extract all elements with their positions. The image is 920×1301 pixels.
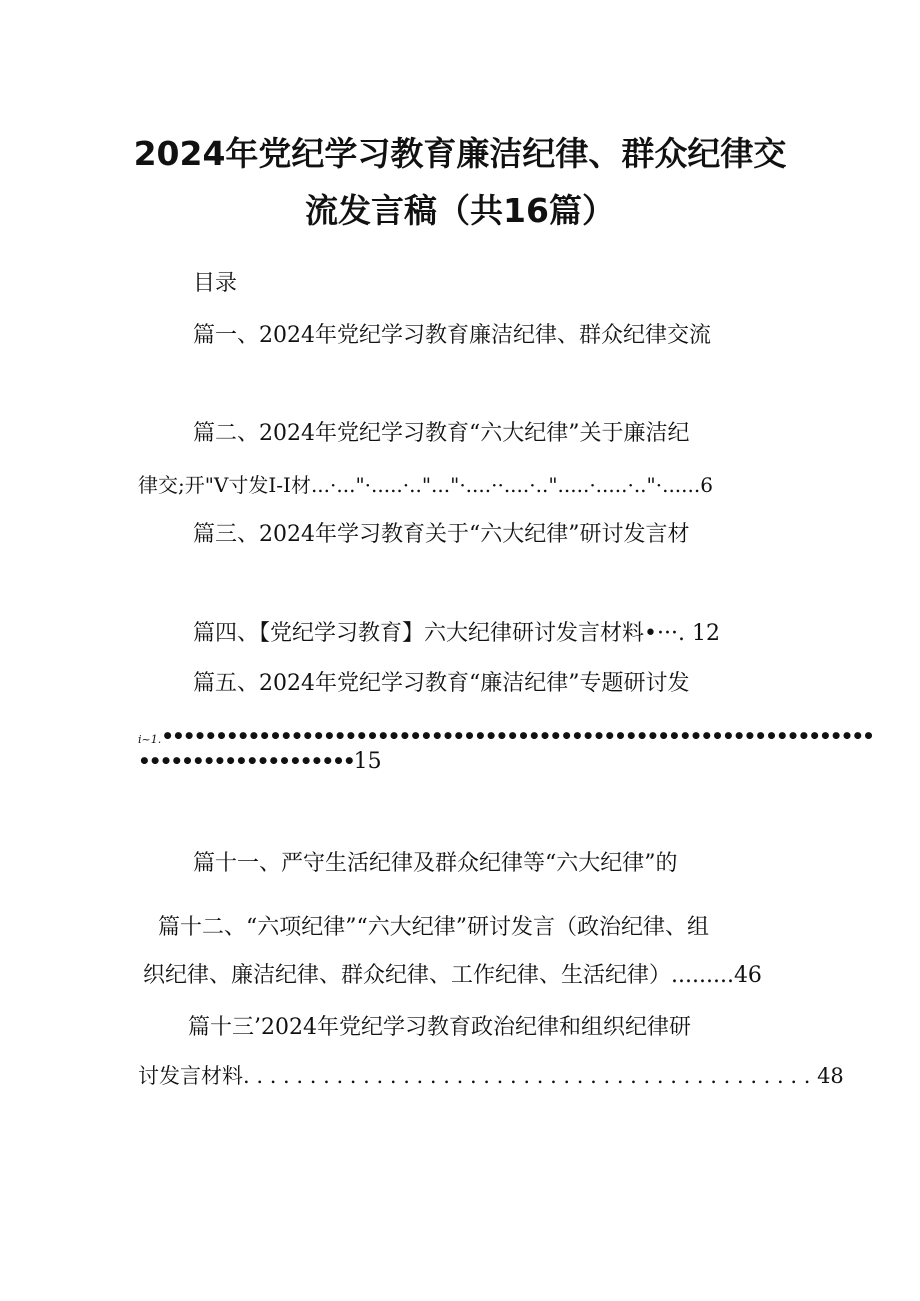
toc-entry-2-line-1[interactable]: 篇二、2024年党纪学习教育“六大纪律”关于廉洁纪 (193, 421, 690, 446)
toc-entry-13-line-2[interactable]: 讨发言材料. . . . . . . . . . . . . . . . . . . . . . . . . . . . . . . . . . . . . . . . . . . 48 (138, 1064, 844, 1088)
toc-entry-5-prefix: i~1. (138, 733, 162, 746)
document-title-line-1: 2024年党纪学习教育廉洁纪律、群众纪律交 (133, 134, 787, 173)
toc-entry-3[interactable]: 篇三、2024年学习教育关于“六大纪律”研讨发言材 (193, 522, 690, 547)
toc-entry-5-page: 15 (353, 749, 382, 774)
toc-entry-5-line-3[interactable] (138, 748, 382, 777)
toc-entry-5-line-1[interactable]: 篇五、2024年党纪学习教育“廉洁纪律”专题研讨发 (193, 671, 690, 696)
toc-entry-12-line-1[interactable]: 篇十二、“六项纪律”“六大纪律”研讨发言（政治纪律、组 (158, 915, 709, 940)
toc-heading: 目录 (193, 271, 238, 296)
toc-entry-4[interactable]: 篇四、【党纪学习教育】六大纪律研讨发言材料•···. 12 (193, 621, 720, 646)
toc-entry-11[interactable]: 篇十一、严守生活纪律及群众纪律等“六大纪律”的 (193, 851, 678, 876)
document-title-line-2: 流发言稿（共16篇） (305, 191, 615, 230)
toc-entry-1[interactable]: 篇一、2024年党纪学习教育廉洁纪律、群众纪律交流 (193, 323, 711, 348)
toc-entry-12-line-2[interactable]: 织纪律、廉洁纪律、群众纪律、工作纪律、生活纪律）.........46 (143, 963, 762, 988)
toc-entry-5-leader-dots-2: •••••••••••••••••••• (138, 749, 354, 773)
toc-entry-5-leader-dots: •••••••••••••••••••••••••••••••••••••••••••••••••••••••••••••••••• (161, 724, 873, 748)
toc-entry-13-line-1[interactable]: 篇十三’2024年党纪学习教育政治纪律和组织纪律研 (188, 1015, 691, 1040)
toc-entry-2-line-2[interactable]: 律交;开"V寸发I-I材...·..."·.....·.."..."·....··....·..".....·.....·.."·......6 (138, 473, 713, 497)
